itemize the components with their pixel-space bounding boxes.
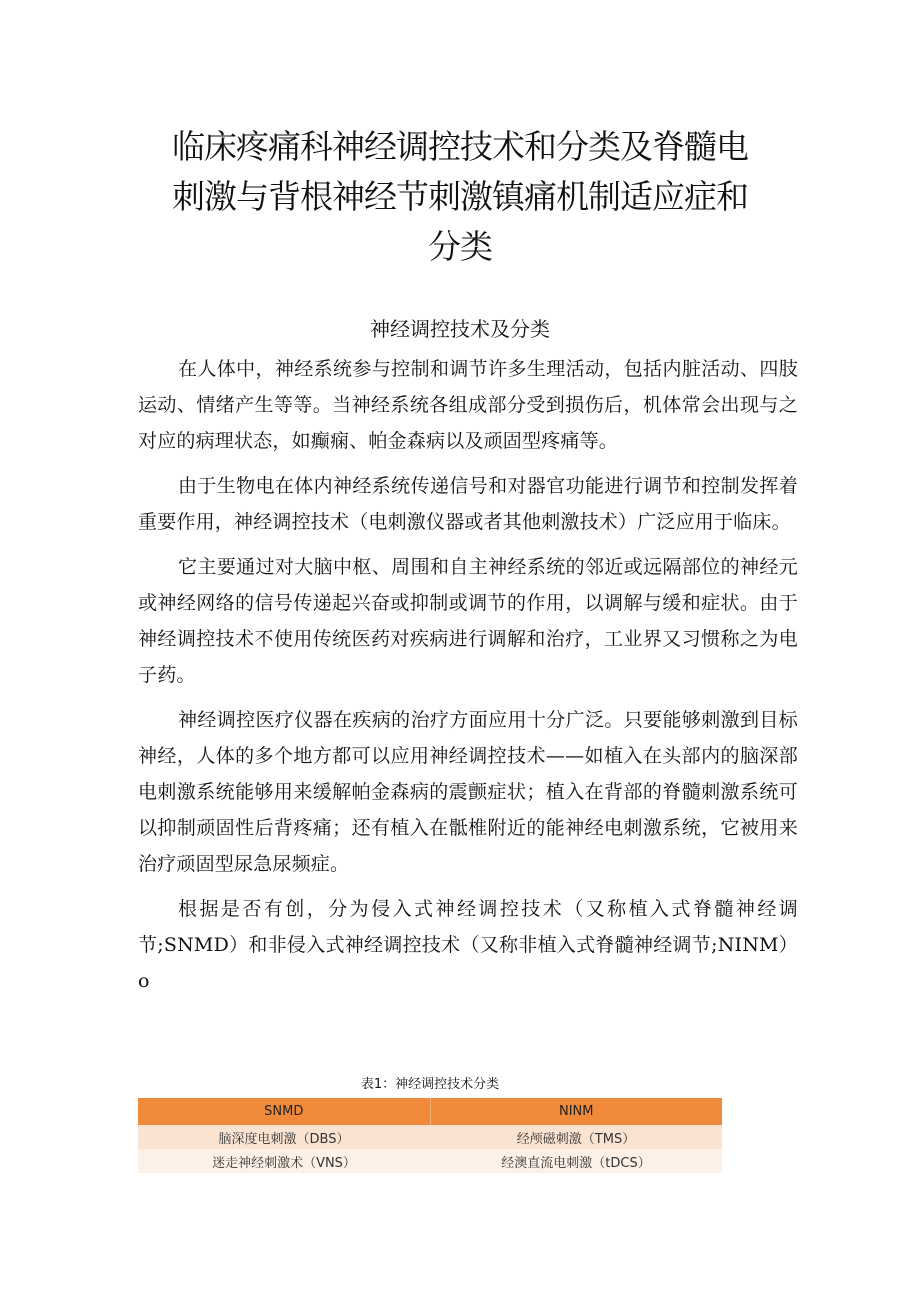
title-line-2: 刺激与背根神经节刺激镇痛机制适应症和 bbox=[172, 177, 748, 216]
document-title bbox=[140, 122, 780, 272]
table-header-snmd: SNMD bbox=[138, 1098, 430, 1125]
table-cell: 脑深度电刺激（DBS） bbox=[138, 1125, 430, 1149]
body-text bbox=[138, 351, 798, 1008]
table-header-ninm: NINM bbox=[430, 1098, 722, 1125]
paragraph-4: 神经调控医疗仪器在疾病的治疗方面应用十分广泛。只要能够刺激到目标神经，人体的多个地方都可以应用神经调控技术——如植入在头部内的脑深部电刺激系统能够用来缓解帕金森病的震颤症状；植入在背部的脊髓刺激系统可以抑制顽固性后背疼痛；还有植入在骶椎附近的能神经电刺激系统，它被用来治疗顽固型尿急尿频症。 bbox=[138, 709, 798, 875]
table-header-row bbox=[138, 1098, 722, 1125]
paragraph-2: 由于生物电在体内神经系统传递信号和对器官功能进行调节和控制发挥着重要作用，神经调控技术（电刺激仪器或者其他刺激技术）广泛应用于临床。 bbox=[138, 475, 798, 533]
table-caption: 表1：神经调控技术分类 bbox=[360, 1077, 500, 1092]
table-row bbox=[138, 1149, 722, 1173]
paragraph-1: 在人体中，神经系统参与控制和调节许多生理活动，包括内脏活动、四肢运动、情绪产生等等。当神经系统各组成部分受到损伤后，机体常会出现与之对应的病理状态，如癫痫、帕金森病以及顽固型疼痛等。 bbox=[138, 358, 798, 452]
title-line-1: 临床疼痛科神经调控技术和分类及脊髓电 bbox=[172, 127, 748, 166]
title-line-3: 分类 bbox=[428, 227, 492, 266]
paragraph-5: 根据是否有创，分为侵入式神经调控技术（又称植入式脊髓神经调节;SNMD）和非侵入式神经调控技术（又称非植入式脊髓神经调节;NINM）o bbox=[138, 898, 798, 992]
table-cell: 迷走神经刺激术（VNS） bbox=[138, 1149, 430, 1173]
table-row bbox=[138, 1125, 722, 1149]
table-cell: 经颅磁刺激（TMS） bbox=[430, 1125, 722, 1149]
paragraph-3: 它主要通过对大脑中枢、周围和自主神经系统的邻近或远隔部位的神经元或神经网络的信号传递起兴奋或抑制或调节的作用，以调解与缓和症状。由于神经调控技术不使用传统医药对疾病进行调解和治疗，工业界又习惯称之为电子药。 bbox=[138, 556, 798, 686]
classification-table bbox=[138, 1098, 722, 1173]
section-heading: 神经调控技术及分类 bbox=[370, 317, 550, 341]
table-cell: 经澳直流电刺激（tDCS） bbox=[430, 1149, 722, 1173]
